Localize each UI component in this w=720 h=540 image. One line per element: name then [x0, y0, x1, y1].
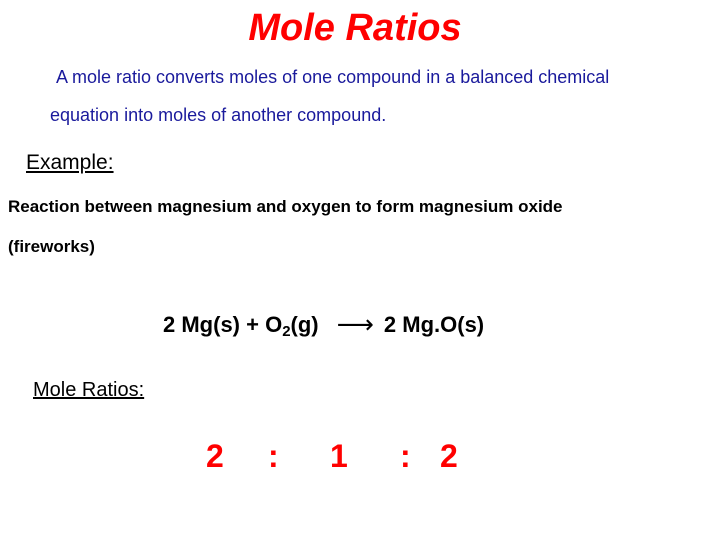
oxygen-subscript: 2 — [282, 323, 291, 340]
ratio-separator-2: : — [400, 438, 411, 474]
reaction-description-line-1: Reaction between magnesium and oxygen to form magnesium oxide — [8, 197, 563, 216]
ratio-mg: 2 — [206, 438, 224, 474]
reaction-description-line-2: (fireworks) — [8, 237, 95, 256]
ratio-separator-1: : — [268, 438, 279, 474]
chemical-equation — [163, 310, 484, 340]
reaction-arrow-icon: ⟶ — [336, 310, 374, 340]
ratio-o2: 1 — [330, 438, 348, 474]
example-label: Example: — [26, 151, 114, 174]
definition-line-2: equation into moles of another compound. — [50, 105, 387, 125]
mole-ratios-label: Mole Ratios: — [33, 379, 145, 401]
ratio-mgo: 2 — [440, 438, 458, 474]
equation-reactants-state: (g) — [290, 312, 319, 337]
equation-reactants: 2 Mg(s) + O — [163, 312, 283, 337]
equation-products: 2 Mg.O(s) — [383, 312, 485, 337]
definition-line-1: A mole ratio converts moles of one compound in a balanced chemical — [56, 67, 610, 87]
slide-title: Mole Ratios — [248, 7, 462, 49]
